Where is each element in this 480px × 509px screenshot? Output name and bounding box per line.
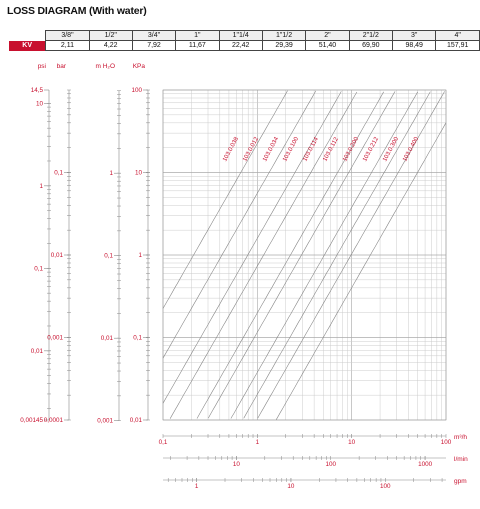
series-label: 103.0.012 bbox=[242, 136, 261, 163]
kv-size-cell: 4" bbox=[436, 31, 480, 41]
series-label: 103.0.038 bbox=[222, 136, 241, 163]
curve-103-0-038 bbox=[163, 91, 288, 309]
y-axis-unit: m H₂O bbox=[95, 63, 115, 70]
kv-size-cell: 3/4" bbox=[132, 31, 175, 41]
x-tick-label: 10 bbox=[232, 461, 240, 468]
curve-103-0-100 bbox=[170, 92, 357, 419]
y-tick-label: 100 bbox=[131, 87, 142, 94]
kv-size-cell: 2" bbox=[306, 31, 349, 41]
series-label: 103.0.112 bbox=[322, 136, 340, 163]
kv-size-cell: 3/8" bbox=[46, 31, 89, 41]
y-tick-label: 10 bbox=[35, 100, 43, 108]
kv-value-cell: 51,40 bbox=[306, 41, 349, 51]
kv-value-cell: 7,92 bbox=[132, 41, 175, 51]
x-tick-label: 1 bbox=[194, 483, 199, 490]
curve-103-0-400 bbox=[276, 123, 446, 420]
kv-value-cell: 29,39 bbox=[262, 41, 305, 51]
kv-size-cell: 1"1/4 bbox=[219, 31, 262, 41]
y-tick-label: 10 bbox=[134, 169, 142, 177]
series-label: 103.0.400 bbox=[402, 136, 421, 163]
kv-value-cell: 69,90 bbox=[349, 41, 392, 51]
series-label: 103.0.212 bbox=[362, 136, 381, 163]
series-label: 103.0.114 bbox=[302, 136, 320, 163]
kv-row-label: KV bbox=[9, 41, 46, 51]
kv-value-cell: 98,49 bbox=[393, 41, 436, 51]
kv-value-cell: 4,22 bbox=[89, 41, 132, 51]
x-tick-label: 1000 bbox=[418, 461, 433, 468]
y-tick-label: 0,01 bbox=[50, 252, 63, 259]
series-label: 103.0.300 bbox=[382, 136, 401, 163]
y-axis-unit: KPa bbox=[132, 63, 145, 70]
y-tick-label: 0,001 bbox=[97, 417, 113, 425]
y-tick-label: 0,1 bbox=[133, 334, 142, 342]
series-label: 103.0.200 bbox=[342, 136, 361, 163]
y-axis-unit: psi bbox=[37, 63, 46, 70]
kv-value-cell: 11,67 bbox=[176, 41, 219, 51]
x-tick-label: 100 bbox=[440, 439, 452, 446]
x-tick-label: 100 bbox=[380, 483, 391, 490]
x-tick-label: 1 bbox=[255, 439, 260, 446]
y-tick-label: 0,00145 bbox=[20, 417, 43, 425]
x-tick-label: 10 bbox=[287, 483, 295, 490]
kv-value-cell: 2,11 bbox=[46, 41, 89, 51]
y-tick-label: 0,01 bbox=[129, 417, 142, 424]
x-axis-unit: gpm bbox=[454, 478, 467, 485]
y-tick-label: 0,0001 bbox=[43, 417, 63, 424]
kv-value-cell: 22,42 bbox=[219, 41, 262, 51]
y-tick-label: 0,1 bbox=[54, 169, 63, 177]
kv-size-cell: 3" bbox=[393, 31, 436, 41]
x-axis-unit: l/min bbox=[454, 456, 468, 463]
y-tick-label: 1 bbox=[109, 170, 113, 178]
curve-103-0-012 bbox=[163, 91, 316, 358]
y-tick-label: 1 bbox=[138, 252, 142, 259]
y-tick-label: 1 bbox=[39, 182, 43, 190]
kv-value-cell: 157,91 bbox=[436, 41, 480, 51]
y-tick-label: 0,01 bbox=[100, 335, 113, 343]
kv-size-cell: 1/2" bbox=[89, 31, 132, 41]
page-title: LOSS DIAGRAM (With water) bbox=[7, 5, 147, 17]
y-axis-unit: bar bbox=[56, 63, 66, 70]
y-tick-label: 0,001 bbox=[47, 334, 63, 342]
y-tick-label: 14,5 bbox=[30, 87, 43, 95]
x-tick-label: 10 bbox=[348, 439, 356, 446]
x-tick-label: 100 bbox=[325, 461, 336, 468]
kv-size-cell: 1" bbox=[176, 31, 219, 41]
kv-size-cell: 2"1/2 bbox=[349, 31, 392, 41]
series-label: 103.0.034 bbox=[262, 136, 281, 163]
y-tick-label: 0,1 bbox=[104, 252, 113, 260]
x-tick-label: 0,1 bbox=[158, 439, 168, 446]
y-tick-label: 0,01 bbox=[30, 347, 43, 355]
y-tick-label: 0,1 bbox=[34, 265, 43, 273]
kv-size-cell: 1"1/2 bbox=[262, 31, 305, 41]
x-axis-unit: m³/h bbox=[454, 434, 467, 441]
series-label: 103.0.100 bbox=[282, 136, 301, 163]
